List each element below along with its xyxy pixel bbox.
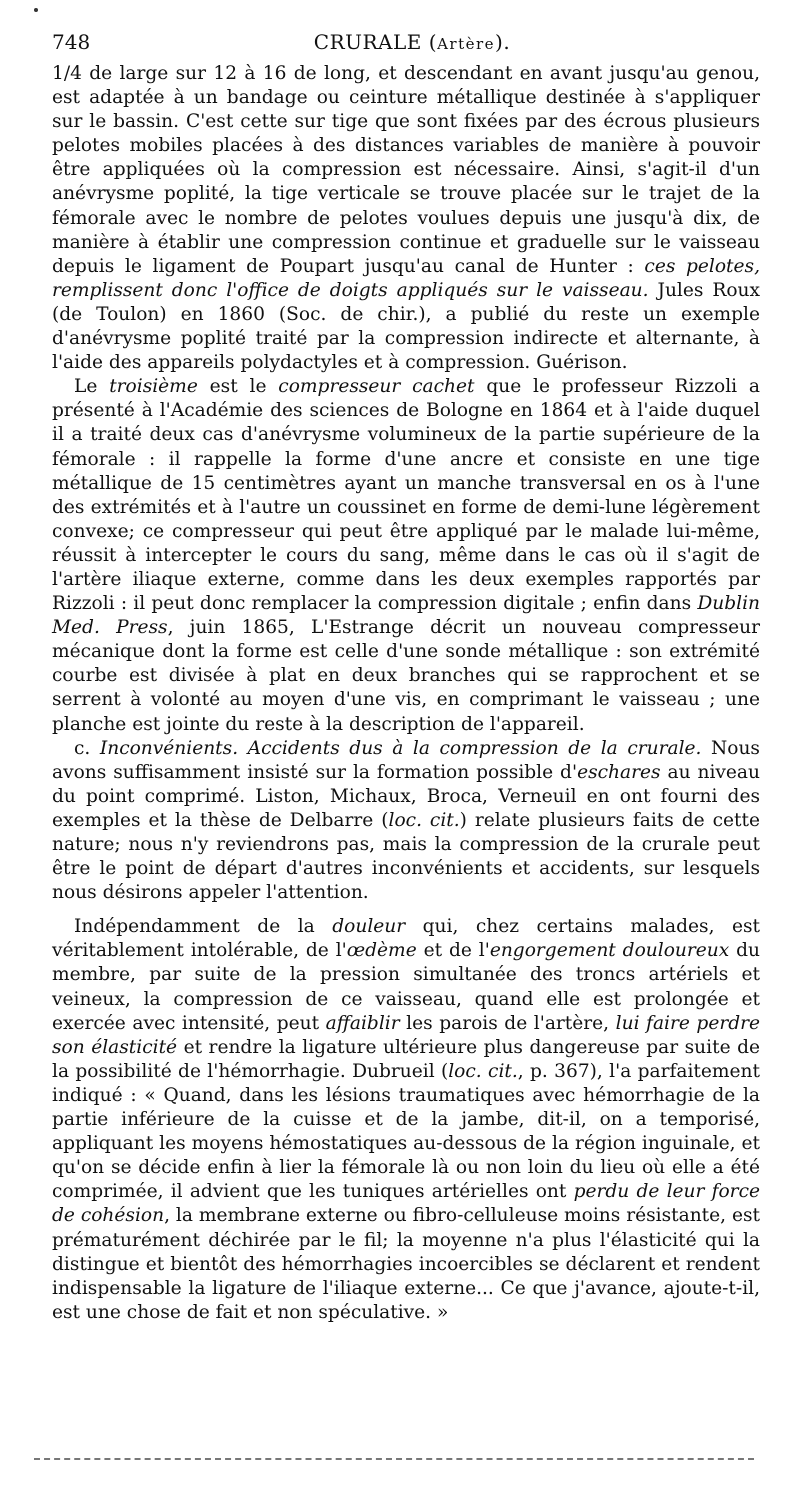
text-run: au niveau du point comprimé. Liston, Michaux, Broca, Verneuil en ont fourni des exemples et la thèse de Delbarre (	[52, 761, 760, 831]
paragraph-3	[52, 737, 760, 906]
italic-text: eschares	[577, 761, 661, 783]
italic-text: loc. cit.	[448, 1060, 518, 1082]
text-run: et de l'	[416, 940, 490, 962]
italic-text: lui faire perdre son élasticité	[52, 1012, 761, 1058]
text-run: Le	[74, 376, 110, 398]
running-title-close: ).	[495, 30, 511, 54]
running-title-sub: Artère	[437, 35, 496, 53]
italic-text: compresseur cachet	[278, 376, 475, 398]
italic-text: Inconvénients. Accidents dus à la compression de la crurale.	[99, 737, 702, 759]
text-run: du membre, par suite de la pression simultanée des troncs artériels et veineux, la compression de ce vaisseau, quand elle est prolongée et exercée avec intensité, peut	[52, 940, 760, 1034]
footer-rule	[34, 1458, 754, 1460]
text-run: Nous avons suffisamment insisté sur la formation possible d'	[52, 737, 760, 783]
page-body	[52, 62, 760, 1325]
page-header	[52, 30, 772, 60]
italic-text: engorgement douloureux	[489, 940, 730, 962]
italic-text: œdème	[346, 940, 417, 962]
text-run: 1/4 de large sur 12 à 16 de long, et descendant en avant jusqu'au genou, est adaptée à un bandage ou ceinture métallique destinée à s'appliquer sur le bassin. C'est cette sur tige que sont fixées par des écrous plusieurs pelotes mobiles placées à des distances variables de manière à pouvoir être appliquées où la compression est nécessaire. Ainsi, s'agit-il d'un anévrysme poplité, la tige verticale se trouve placée sur le trajet de la fémorale avec le nombre de pelotes voulues depuis une jusqu'à dix, de manière à établir une compression continue et graduelle sur le vaisseau depuis le ligament de Poupart jusqu'au canal de Hunter :	[52, 63, 760, 277]
italic-text: loc. cit.	[388, 809, 460, 831]
text-run: qui, chez certains malades, est véritablement intolérable, de l'	[52, 916, 760, 962]
paragraph-4	[52, 915, 760, 1325]
paragraph-2	[52, 375, 760, 736]
text-run: , juin 1865, L'Estrange décrit un nouveau compresseur mécanique dont la forme est celle d'une sonde métallique : son extrémité courbe est divisée à plat en deux branches qui se rapprochent et se serrent à volonté au moyen d'une vis, en comprimant le vaisseau ; une planche est jointe du reste à la description de l'appareil.	[52, 617, 760, 735]
text-run: que le professeur Rizzoli a présenté à l'Académie des sciences de Bologne en 1864 et à l'aide duquel il a traité deux cas d'anévrysme volumineux de la partie supérieure de la fémorale : il rappelle la forme d'une ancre et consiste en une tige métallique de 15 centimètres ayant un manche transversal en os à l'une des extrémités et à l'autre un coussinet en forme de demi-lune légèrement convexe; ce compresseur qui peut être appliqué par le malade lui-même, réussit à intercepter le cours du sang, même dans le cas où il s'agit de l'artère iliaque externe, comme dans les deux exemples rapportés par Rizzoli : il peut donc remplacer la compression digitale ; enfin dans	[52, 376, 761, 615]
text-run: , p. 367), l'a parfaitement indiqué : « Quand, dans les lésions traumatiques avec hémorrhagie de la partie inférieure de la cuisse et de la jambe, dit-il, on a temporisé, appliquant les moyens hémostatiques au-dessous de la région inguinale, et qu'on se décide enfin à lier la fémorale là ou non loin du lieu où elle a été comprimée, il advient que les tuniques artérielles ont	[52, 1060, 760, 1203]
text-run: les parois de l'artère,	[399, 1012, 616, 1034]
italic-text: Dublin Med. Press	[52, 593, 760, 639]
paragraph-1	[52, 62, 760, 375]
text-run: ) relate plusieurs faits de cette nature; nous n'y reviendrons pas, mais la compression de la crurale peut être le point de départ d'autres inconvénients et accidents, sur lesquels nous désirons appeler l'attention.	[52, 809, 760, 904]
running-title-open: (	[421, 30, 438, 54]
text-run: est le	[197, 376, 279, 398]
text-run: Jules Roux (de Toulon) en 1860 (Soc. de chir.), a publié du reste un exemple d'anévrysme poplité traité par la compression indirecte et alternante, à l'aide des appareils polydactyles et à compression. Guérison.	[52, 279, 760, 374]
running-title	[52, 30, 772, 54]
italic-text: ces pelotes, remplissent donc l'office de doigts appliqués sur le vaisseau.	[52, 255, 760, 301]
ink-speck	[34, 8, 38, 12]
italic-text: douleur	[332, 916, 406, 938]
text-run: et rendre la ligature ultérieure plus dangereuse par suite de la possibilité de l'hémorrhagie. Dubrueil (	[52, 1036, 760, 1082]
italic-text: affaiblir	[325, 1012, 400, 1034]
running-title-main: CRURALE	[313, 30, 422, 54]
italic-text: perdu de leur force de cohésion	[52, 1181, 760, 1227]
page-number: 748	[52, 30, 91, 54]
text-run: c.	[74, 737, 100, 759]
text-run: Indépendamment de la	[74, 916, 333, 938]
italic-text: troisième	[109, 376, 198, 398]
text-run: , la membrane externe ou fibro-celluleuse moins résistante, est prématurément déchirée par le fil; la moyenne n'a plus l'élasticité qui la distingue et bientôt des hémorrhagies incoercibles se déclarent et rendent indispensable la ligature de l'iliaque externe... Ce que j'avance, ajoute-t-il, est une chose de fait et non spéculative. »	[52, 1205, 760, 1323]
